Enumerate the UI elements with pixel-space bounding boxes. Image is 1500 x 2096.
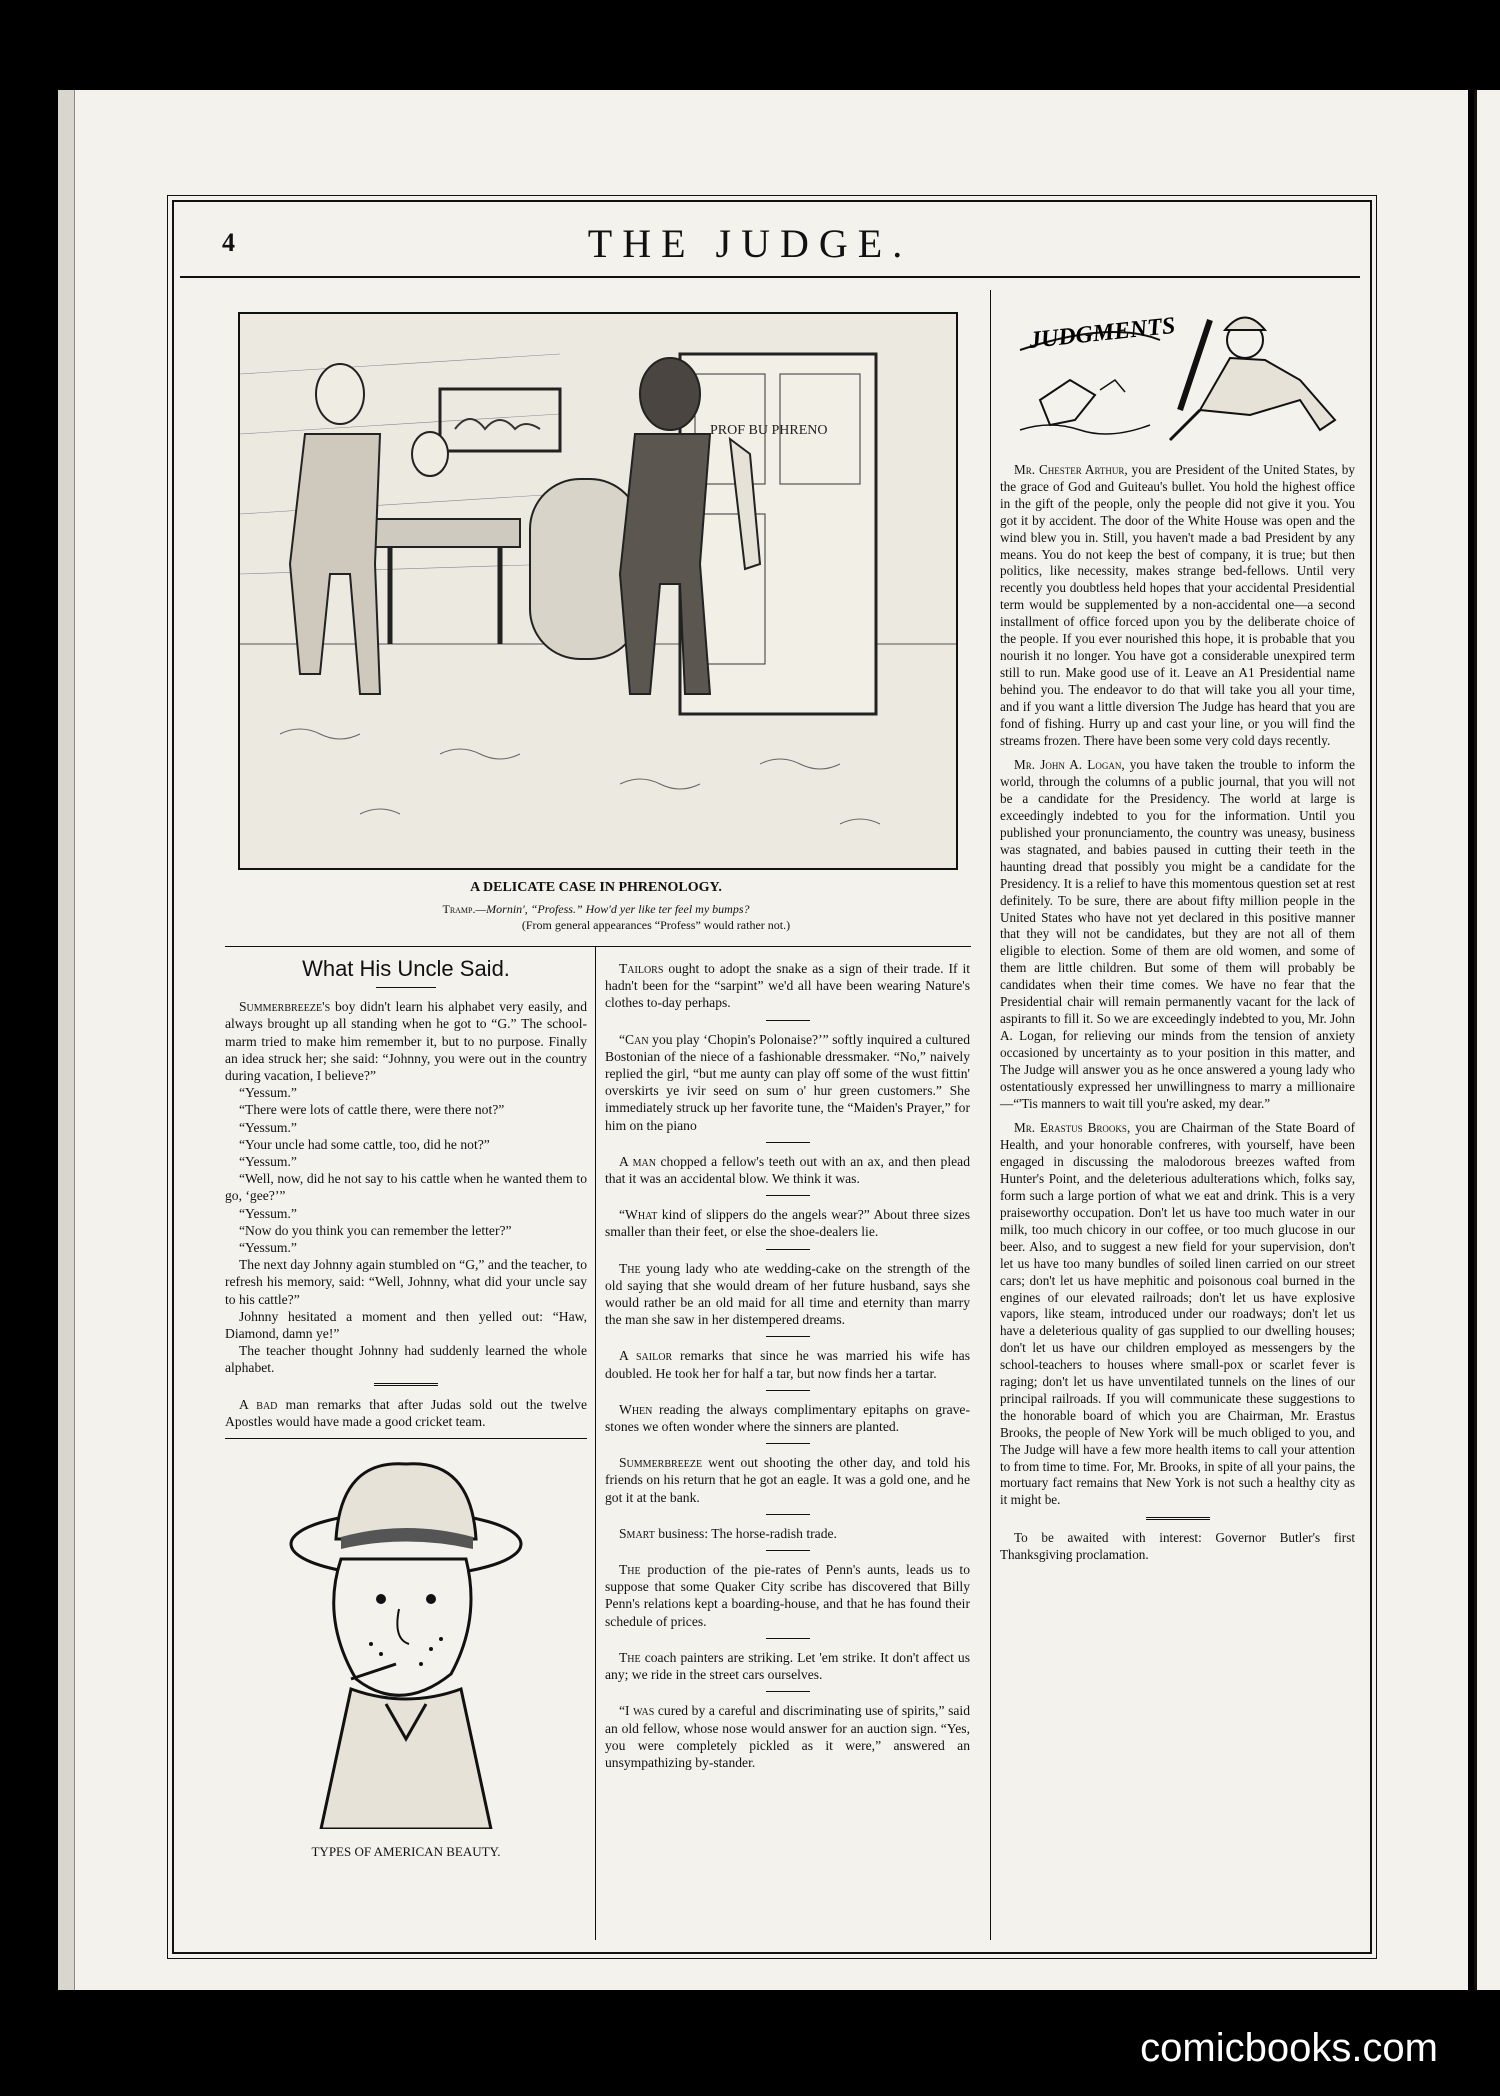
portrait-illustration xyxy=(225,1449,587,1833)
sign-text: PROF BU PHRENO xyxy=(710,423,828,438)
item-divider xyxy=(766,1336,810,1337)
cartoon-caption-speaker: Tramp. xyxy=(442,902,476,916)
watermark-text: comicbooks.com xyxy=(1140,2026,1438,2070)
heading-rule xyxy=(376,987,436,988)
cartoon-caption-title: A DELICATE CASE IN PHRENOLOGY. xyxy=(470,880,722,895)
judgments-drawing xyxy=(1000,300,1355,450)
story-divider xyxy=(374,1383,438,1386)
masthead-rule xyxy=(180,276,1360,278)
item-paragraph: “Can you play ‘Chopin's Polonaise?’” softly inquired a cultured Bostonian of the niece of a fashionable dressmaker. “No,” naively replied the girl, “but me aunty can play off some of the wust fittin' overskirts ye ivir seed on sum o' hur green customers.” She immediately struck up her favorite tune, the “Maiden's Prayer,” for him on the piano xyxy=(605,1031,970,1133)
item-divider xyxy=(766,1514,810,1515)
cartoon-caption-speech: —Mornin', “Profess.” How'd yer like ter feel my bumps? xyxy=(475,902,750,916)
item-paragraph: The production of the pie-rates of Penn's aunts, leads us to suppose that some Quaker City scribe has discovered that Billy Penn's relations kept a boarding-house, and that he has found their schedule of prices. xyxy=(605,1562,970,1629)
story-paragraph: The teacher thought Johnny had suddenly learned the whole alphabet. xyxy=(225,1343,587,1376)
item-divider xyxy=(766,1142,810,1143)
story-paragraph: “Yessum.” xyxy=(239,1240,297,1256)
story-paragraph: “Well, now, did he not say to his cattle when he wanted them to go, ‘gee?’” xyxy=(225,1171,587,1204)
cartoon-bottom-rule xyxy=(225,946,971,947)
portrait-caption: TYPES OF AMERICAN BEAUTY. xyxy=(311,1844,501,1860)
column-middle xyxy=(605,960,970,1779)
item-divider xyxy=(766,1550,810,1551)
story-paragraph: “Yessum.” xyxy=(239,1119,297,1135)
column-left xyxy=(225,956,587,1860)
item-paragraph: A man chopped a fellow's teeth out with an ax, and then plead that it was an accidental blow. We think it was. xyxy=(605,1153,970,1187)
item-divider xyxy=(766,1443,810,1444)
judgment-logan: Mr. John A. Logan, you have taken the trouble to inform the world, through the columns of a public journal, that you will not be a candidate for the Presidency. The world at large is exceedingly indebted to you for the information. Until you published your pronunciamento, the country was uneasy, business was stagnated, and babies paused in cutting their teeth in the haunting dread that possibly you might be a candidate for the Presidency. It is a relief to have this momentous question set at rest definitely. To be sure, there are about fifty million people in the United States who have not yet declared in this positive manner that they will not be candidates, but they are not all of them eligible to election. Some of them are old women, and some of them are little children. But some of them will probably be candidates when their time comes. We have no fear that the Presidential chair will remain permanently vacant for the lack of aspirants to fill it. So we are exceedingly indebted to you, Mr. John A. Logan, for relieving our minds from the tension of anxiety occasioned by uncertainty as to your position in this matter, and The Judge will answer you as he once answered a young lady who ostentatiously expressed her unwillingness to marry a millionaire—“'Tis manners to wait till you're asked, my dear.” xyxy=(1000,757,1355,1111)
item-divider xyxy=(766,1638,810,1639)
item-paragraph: Summerbreeze went out shooting the other day, and told his friends on his return that he got an eagle. It was a gold one, and he got it at the bank. xyxy=(605,1455,970,1505)
story-paragraph: “Yessum.” xyxy=(239,1205,297,1221)
column-right xyxy=(1000,300,1355,1572)
story-paragraph: “Now do you think you can remember the letter?” xyxy=(239,1222,512,1238)
closing-divider xyxy=(1146,1517,1210,1520)
story-paragraph: “Yessum.” xyxy=(239,1154,297,1170)
closing-note: To be awaited with interest: Governor Butler's first Thanksgiving proclamation. xyxy=(1000,1530,1355,1563)
judas-paragraph: A bad man remarks that after Judas sold out the twelve Apostles would have made a good cricket team. xyxy=(225,1396,587,1429)
item-divider xyxy=(766,1195,810,1196)
item-paragraph: Tailors ought to adopt the snake as a sign of their trade. If it hadn't been for the “sarpint” we'd all have been wearing Nature's clothes to-day perhaps. xyxy=(605,961,970,1011)
masthead-title: THE JUDGE. xyxy=(587,221,913,266)
item-paragraph: “I was cured by a careful and discriminating use of spirits,” said an old fellow, whose nose would answer for an auction sign. “Yes, you were completely pickled as it were,” answered an unsympathizing by-stander. xyxy=(605,1703,970,1770)
item-paragraph: “What kind of slippers do the angels wear?” About three sizes smaller than their feet, or else the shoe-dealers lie. xyxy=(605,1207,970,1240)
watermark-bar xyxy=(0,2006,1500,2096)
judgment-brooks: Mr. Erastus Brooks, you are Chairman of the State Board of Health, and your honorable confreres, with yourself, have been engaged in discussing the malodorous breezes wafted from Hunter's Point, and the deleterious adulterations which, folks say, form such a large portion of what we eat and drink. This is a very praiseworthy occupation. Don't let us have too much water in our milk, too much chicory in our coffee, or too much glucose in our beer. Also, and to suggest a new field for your supervision, don't let us have too many bundles of soiled linen carried on our street cars; don't let us have mephitic and poisonous coal burned in the engines of our elevated railroads; don't let us have explosive vapors, like steam, introduced under our roadways; don't let us have a deleterious quality of gas supplied to our dwelling houses; don't let us have our children employed as messengers by the school-teachers to houses where small-pox or scarlet fever is raging; don't let us have unventilated tunnels on the lines of our principal railroads. If you will communicate these suggestions to the honorable board of which you are Chairman, Mr. Erastus Brooks, the people of New York will be much obliged to you, and The Judge will have a few more health items to call your attention to from time to time. For, Mr. Brooks, in spite of all your pains, the mortuary fact remains that New York is not such a healthy city as it might be. xyxy=(1000,1120,1355,1508)
next-page-edge xyxy=(1474,90,1500,1990)
cartoon-caption-note: (From general appearances “Profess” would rather not.) xyxy=(521,918,791,932)
cartoon-caption-line xyxy=(238,902,954,917)
item-paragraph: A sailor remarks that since he was married his wife has doubled. He took her for half a tar, but now finds her a tartar. xyxy=(605,1348,970,1381)
portrait-top-rule xyxy=(225,1438,587,1439)
item-divider xyxy=(766,1249,810,1250)
story-paragraph: Summerbreeze's boy didn't learn his alphabet very easily, and always brought up all standing when he got to “G.” The school-marm tried to make him remember it, but to no purpose. Finally an idea struck her; she said: “Johnny, you were out in the country during vacation, I believe?” xyxy=(225,999,587,1084)
story-paragraph: “Yessum.” xyxy=(239,1085,297,1101)
column-rule-right xyxy=(990,290,991,1940)
story-paragraph: The next day Johnny again stumbled on “G,” and the teacher, to refresh his memory, said: “Well, Johnny, what did your uncle say to his cattle?” xyxy=(225,1257,587,1307)
story-paragraph: “Your uncle had some cattle, too, did he not?” xyxy=(239,1136,490,1152)
judgment-arthur: Mr. Chester Arthur, you are President of the United States, by the grace of God and Guiteau's bullet. You hold the highest office in the gift of the people, only the people did not give it you. You got it by accident. The door of the White House was open and the wind blew you in. Still, you haven't made a bad President by any means. You do not keep the best of company, it is true; but then politics, like necessity, makes strange bed-fellows. Until very recently you doubtless held hopes that your accidental Presidential term would be supplemented by a non-accidental one—a second installment of office forced upon you by the deliberate choice of the people. If you ever nourished this hope, it is probable that you nourish it no longer. You have got a considerable unexpired term still to run. Make good use of it. Leave an A1 Presidential name behind you. The endeavor to do that will take you all your time, and if you want a little diversion The Judge has heard that you are fond of fishing. Hurry up and cast your line, or you will find the streams frozen. There have been some very cold days recently. xyxy=(1000,462,1355,748)
item-paragraph: The young lady who ate wedding-cake on the strength of the old saying that she would dream of her future husband, says she would rather be an old maid for all time and eternity than marry the man she saw in her distempered dreams. xyxy=(605,1260,970,1328)
portrait-drawing xyxy=(281,1449,531,1829)
phrenology-cartoon xyxy=(238,312,958,870)
item-divider xyxy=(766,1390,810,1391)
story-paragraph: “There were lots of cattle there, were there not?” xyxy=(239,1102,505,1118)
judgments-banner xyxy=(1000,300,1355,450)
cartoon-drawing xyxy=(240,314,956,868)
judgments-title: JUDGMENTS xyxy=(1027,312,1177,354)
item-paragraph: The coach painters are striking. Let 'em strike. It don't affect us any; we ride in the street cars ourselves. xyxy=(605,1649,970,1683)
item-paragraph: When reading the always complimentary epitaphs on grave-stones we often wonder where the sinners are planted. xyxy=(605,1401,970,1435)
item-divider xyxy=(766,1020,810,1021)
story-heading: What His Uncle Said. xyxy=(302,956,510,981)
item-paragraph: Smart business: The horse-radish trade. xyxy=(619,1525,837,1541)
page-number: 4 xyxy=(222,228,235,257)
binding-edge xyxy=(58,90,75,1990)
story-paragraph: Johnny hesitated a moment and then yelled out: “Haw, Diamond, damn ye!” xyxy=(225,1308,587,1342)
item-divider xyxy=(766,1691,810,1692)
column-rule-left xyxy=(595,946,596,1940)
